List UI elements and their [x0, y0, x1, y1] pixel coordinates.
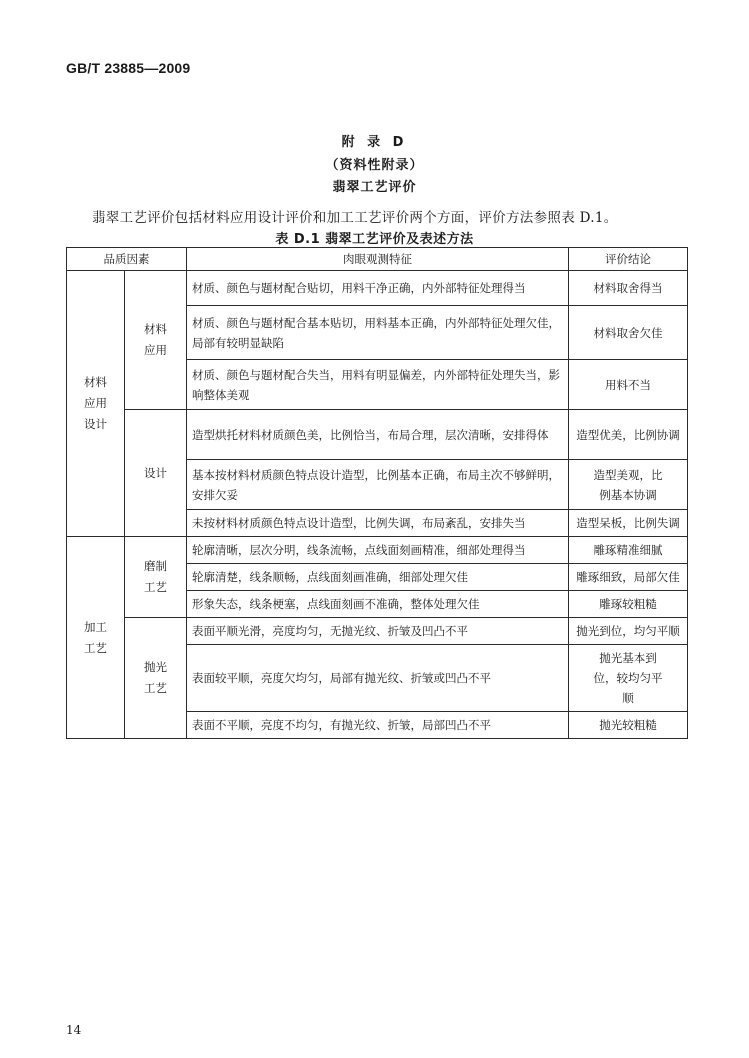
table-caption: 表 D.1 翡翠工艺评价及表述方法: [275, 232, 474, 247]
conclusion-cell: 抛光较粗糙: [569, 712, 688, 739]
feature-cell: 轮廓清楚，线条顺畅，点线面刻画准确，细部处理欠佳: [187, 564, 569, 591]
conclusion-cell: 用料不当: [569, 360, 688, 410]
factor-cell: 加工工艺: [67, 537, 125, 739]
evaluation-table: [66, 247, 688, 739]
subfactor-cell: 设计: [125, 410, 187, 537]
conclusion-cell: 造型美观，比例基本协调: [569, 460, 688, 510]
factor-cell: 材料应用设计: [67, 271, 125, 537]
feature-cell: 材质、颜色与题材配合贴切，用料干净正确，内外部特征处理得当: [187, 271, 569, 306]
feature-cell: 轮廓清晰，层次分明，线条流畅，点线面刻画精准，细部处理得当: [187, 537, 569, 564]
appendix-subject: 翡翠工艺评价: [332, 180, 417, 195]
table-header-row: [67, 248, 688, 271]
conclusion-cell: 造型优美，比例协调: [569, 410, 688, 460]
feature-cell: 表面较平顺，亮度欠均匀，局部有抛光纹、折皱或凹凸不平: [187, 645, 569, 712]
conclusion-cell: 材料取舍欠佳: [569, 306, 688, 360]
feature-cell: 造型烘托材料材质颜色美，比例恰当，布局合理，层次清晰，安排得体: [187, 410, 569, 460]
conclusion-cell: 雕琢细致，局部欠佳: [569, 564, 688, 591]
table-row: [67, 537, 688, 564]
header-features: 肉眼观测特征: [187, 248, 569, 271]
feature-cell: 表面不平顺，亮度不均匀，有抛光纹、折皱，局部凹凸不平: [187, 712, 569, 739]
appendix-title: 附 录 D: [341, 135, 408, 150]
conclusion-cell: 抛光到位，均匀平顺: [569, 618, 688, 645]
feature-cell: 表面平顺光滑，亮度均匀，无抛光纹、折皱及凹凸不平: [187, 618, 569, 645]
table-row: [67, 410, 688, 460]
conclusion-cell: 雕琢精准细腻: [569, 537, 688, 564]
feature-cell: 形象失态，线条梗塞，点线面刻画不准确，整体处理欠佳: [187, 591, 569, 618]
intro-paragraph: 翡翠工艺评价包括材料应用设计评价和加工工艺评价两个方面，评价方法参照表 D.1。: [92, 210, 618, 226]
feature-cell: 未按材料材质颜色特点设计造型，比例失调，布局紊乱，安排失当: [187, 510, 569, 537]
appendix-type: （资料性附录）: [325, 158, 424, 173]
header-conclusion: 评价结论: [569, 248, 688, 271]
conclusion-cell: 造型呆板，比例失调: [569, 510, 688, 537]
conclusion-cell: 抛光基本到位，较均匀平顺: [569, 645, 688, 712]
subfactor-cell: 磨制工艺: [125, 537, 187, 618]
feature-cell: 基本按材料材质颜色特点设计造型，比例基本正确，布局主次不够鲜明，安排欠妥: [187, 460, 569, 510]
conclusion-cell: 雕琢较粗糙: [569, 591, 688, 618]
header-factor: 品质因素: [67, 248, 187, 271]
subfactor-cell: 抛光工艺: [125, 618, 187, 739]
page-number: 14: [66, 1023, 82, 1037]
subfactor-cell: 材料应用: [125, 271, 187, 410]
table-row: [67, 618, 688, 645]
document-code: GB/T 23885—2009: [66, 60, 191, 76]
table-row: [67, 271, 688, 306]
feature-cell: 材质、颜色与题材配合失当，用料有明显偏差，内外部特征处理失当，影响整体美观: [187, 360, 569, 410]
feature-cell: 材质、颜色与题材配合基本贴切，用料基本正确，内外部特征处理欠佳，局部有较明显缺陷: [187, 306, 569, 360]
conclusion-cell: 材料取舍得当: [569, 271, 688, 306]
